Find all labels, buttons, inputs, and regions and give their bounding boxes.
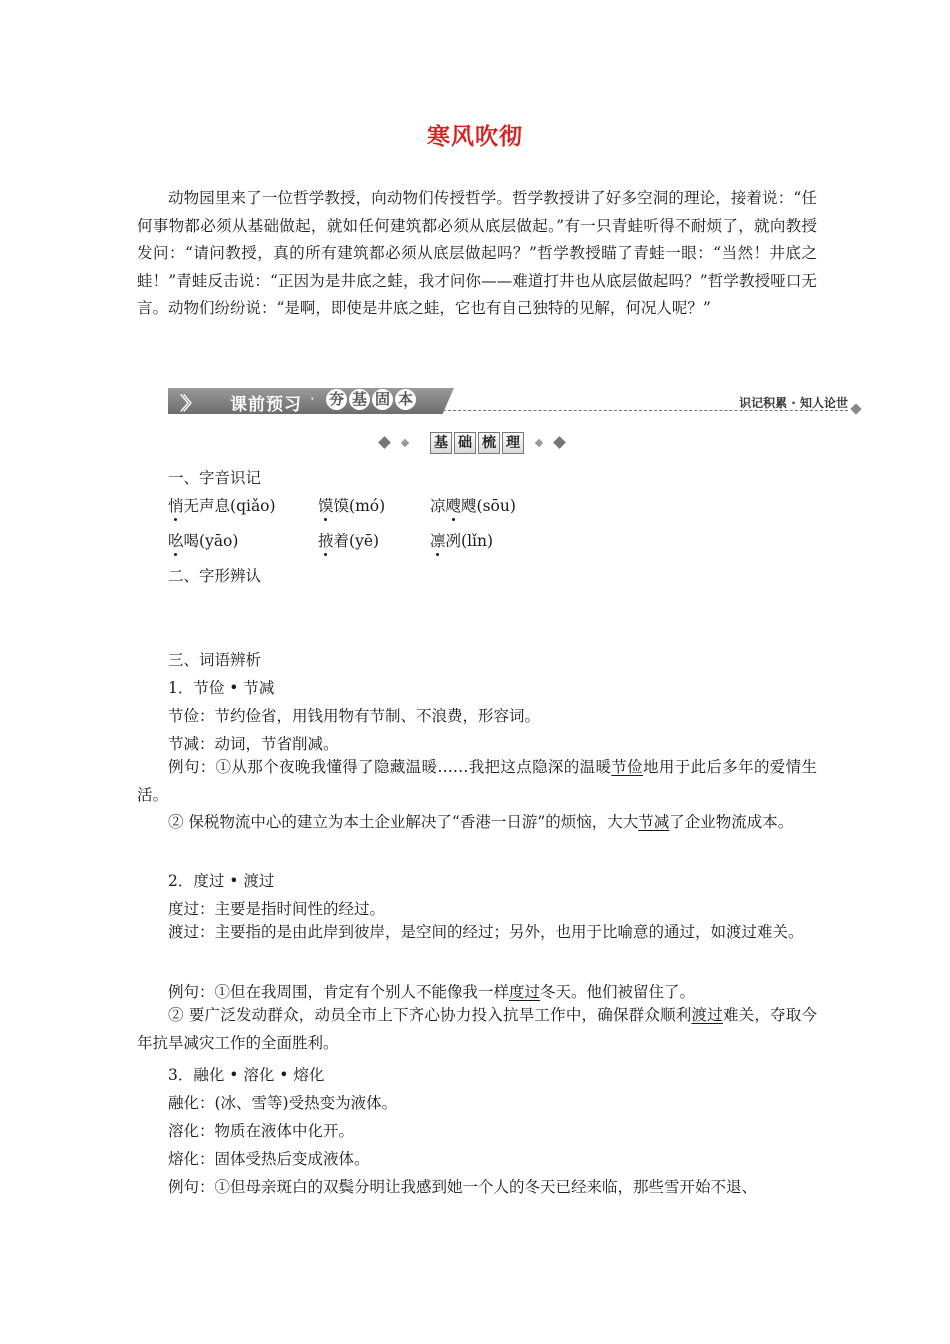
section-title: 二、字形辨认: [168, 567, 262, 585]
definition: 融化：(冰、雪等)受热变为液体。: [168, 1094, 398, 1112]
example-paragraph: 例句：①从那个夜晚我懂得了隐藏温暖……我把这点隐深的温暖节俭地用于此后多年的爱情生活。: [137, 758, 817, 804]
section-heading-text: [430, 432, 524, 454]
definition: 熔化：固体受热后变成液体。: [168, 1150, 370, 1168]
dotted-char: 飕: [446, 494, 462, 516]
banner-badge: 固: [372, 389, 393, 410]
heading-char: 梳: [478, 432, 500, 454]
section-title: 一、字音识记: [168, 469, 262, 487]
diamond-icon: [535, 439, 543, 447]
banner-label: 课前预习: [230, 395, 302, 415]
pinyin-item: 掖着(yē): [318, 529, 379, 551]
section-banner: [168, 386, 860, 416]
definition: 度过：主要是指时间性的经过。: [168, 900, 386, 918]
pinyin-item: 吆喝(yāo): [168, 529, 238, 551]
heading-char: 理: [502, 432, 524, 454]
group-title: 2．度过 • 渡过: [168, 872, 275, 890]
diamond-icon: [553, 436, 566, 449]
banner-badge: 本: [395, 389, 416, 410]
dotted-char: 掖: [318, 529, 334, 551]
definition-paragraph: 渡过：主要指的是由此岸到彼岸，是空间的经过；另外，也用于比喻意的通过，如渡过难关。: [168, 923, 804, 941]
intro-text: 动物园里来了一位哲学教授，向动物们传授哲学。哲学教授讲了好多空洞的理论，接着说：“任何事物都必须从基础做起，就如任何建筑都必须从底层做起。”有一只青蛙听得不耐烦了，就向教授发问：“请问教授，真的所有建筑都必须从底层做起吗？”哲学教授瞄了青蛙一眼：“当然！井底之蛙！”青蛙反击说：“正因为是井底之蛙，我才问你——难道打井也从底层做起吗？”哲学教授哑口无言。动物们纷纷说：“是啊，即使是井底之蛙，它也有自己独特的见解，何况人呢？”: [137, 189, 817, 317]
definition: 溶化：物质在液体中化开。: [168, 1122, 355, 1140]
banner-badge: 基: [349, 389, 370, 410]
dotted-char: 凛: [430, 529, 446, 551]
chevron-right-icon: 〉〉: [180, 394, 195, 415]
banner-badges: [326, 389, 416, 410]
pinyin-item: 凉飕飕(sōu): [430, 494, 516, 516]
underlined-word: 节减: [638, 813, 670, 831]
pinyin-item: 悄无声息(qiǎo): [168, 494, 276, 516]
section-heading: [380, 432, 570, 454]
underlined-word: 渡过: [691, 1006, 723, 1024]
pinyin-item: 馍馍(mó): [318, 494, 385, 516]
banner-badge: 夯: [326, 389, 347, 410]
group-title: 3．融化 • 溶化 • 熔化: [168, 1066, 325, 1084]
section-title: 三、词语辨析: [168, 651, 262, 669]
definition: 节减：动词，节省削减。: [168, 735, 339, 753]
pinyin-item: 凛冽(lǐn): [430, 529, 493, 551]
example-paragraph: ② 要广泛发动群众，动员全市上下齐心协力投入抗旱工作中，确保群众顺利渡过难关，夺取今年抗旱减灾工作的全面胜利。: [137, 1006, 817, 1052]
heading-char: 基: [430, 432, 452, 454]
dotted-char: 馍: [318, 494, 334, 516]
diamond-icon: [850, 403, 861, 414]
dotted-char: 悄: [168, 494, 184, 516]
underlined-word: 度过: [509, 983, 541, 1001]
diamond-icon: [401, 439, 409, 447]
diamond-icon: [378, 436, 391, 449]
underlined-word: 节俭: [611, 758, 644, 776]
example-paragraph: ② 保税物流中心的建立为本土企业解决了“香港一日游”的烦恼，大大节减了企业物流成本。: [168, 813, 794, 831]
group-title: 1．节俭 • 节减: [168, 679, 275, 697]
heading-char: 础: [454, 432, 476, 454]
intro-paragraph: [137, 185, 817, 323]
dotted-char: 吆: [168, 529, 184, 551]
example-line: 例句：①但在我周围，肯定有个别人不能像我一样度过冬天。他们被留住了。: [168, 983, 696, 1001]
page-title: 寒风吹彻: [427, 123, 523, 150]
banner-dot: ·: [310, 390, 315, 408]
banner-subtitle: 识记积累 · 知人论世: [739, 396, 848, 410]
definition: 节俭：节约俭省，用钱用物有节制、不浪费，形容词。: [168, 707, 541, 725]
example-line: 例句：①但母亲斑白的双鬓分明让我感到她一个人的冬天已经来临，那些雪开始不退、: [168, 1178, 758, 1196]
